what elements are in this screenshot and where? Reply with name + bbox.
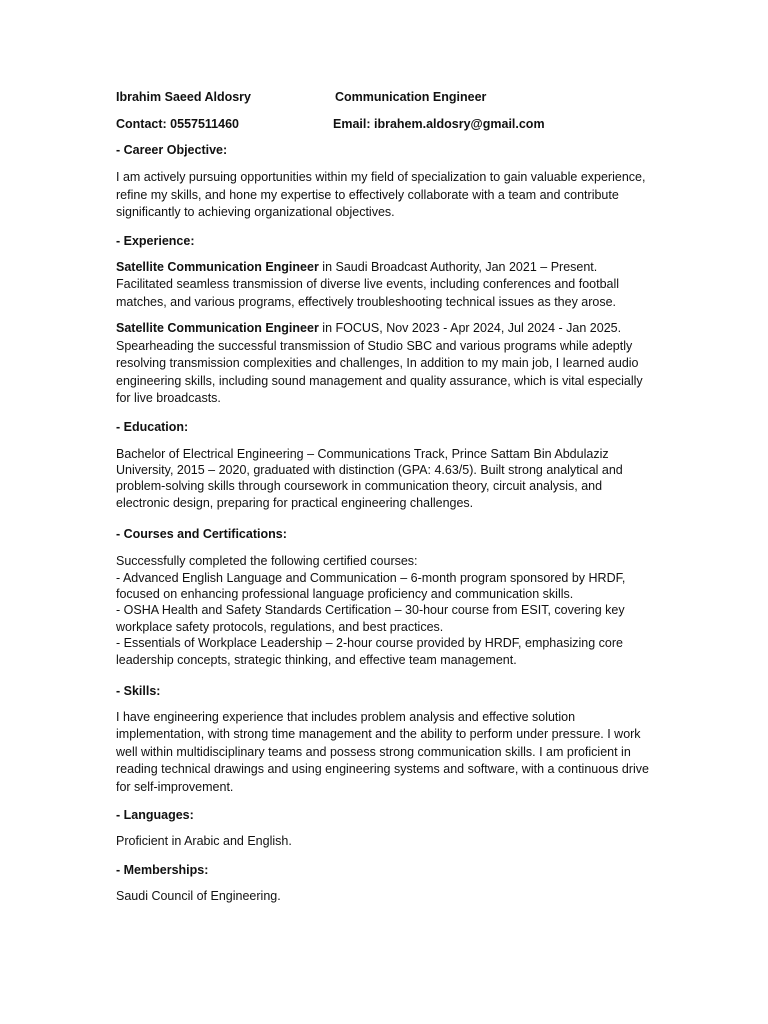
contact-email: Email: ibrahem.aldosry@gmail.com [333, 117, 545, 131]
job-title: Communication Engineer [335, 90, 487, 104]
experience-item [116, 320, 656, 408]
header-row-contact [116, 115, 656, 133]
memberships-text: Saudi Council of Engineering. [116, 888, 281, 903]
experience-item [116, 259, 656, 312]
languages-text: Proficient in Arabic and English. [116, 834, 292, 849]
courses-intro: Successfully completed the following certified courses: [116, 554, 418, 569]
career-objective-heading: - Career Objective: [116, 143, 228, 157]
course-item: - Advanced English Language and Communication – 6-month program sponsored by HRDF, focused on enhancing professional language proficiency and communication skills. [116, 570, 626, 601]
experience-role: Satellite Communication Engineer [116, 321, 319, 335]
experience-details: in FOCUS, Nov 2023 - Apr 2024, Jul 2024 - Jan 2025. Spearheading the successful transmission of Studio SBC and various programs while adeptly resolving transmission complexities and challenges, In addition to my main job, I learned audio engineering skills, including sound management and quality assurance, which is vital especially for live broadcasts. [116, 321, 643, 405]
course-item: - OSHA Health and Safety Standards Certification – 30-hour course from ESIT, covering key workplace safety protocols, regulations, and best practices. [116, 603, 625, 634]
resume-page [116, 88, 656, 905]
courses-heading: - Courses and Certifications: [116, 527, 287, 542]
experience-heading: - Experience: [116, 233, 195, 248]
course-item: - Essentials of Workplace Leadership – 2-hour course provided by HRDF, emphasizing core leadership concepts, strategic thinking, and effective team management. [116, 636, 623, 667]
experience-role: Satellite Communication Engineer [116, 259, 319, 274]
skills-text: I have engineering experience that includes problem analysis and effective solution implementation, with strong time management and the ability to perform under pressure. I work well within multidisciplinary teams and possess strong communication skills. I am proficient in reading technical drawings and using engineering systems and software, with a continuous drive for self-improvement. [116, 709, 649, 794]
courses-list [116, 553, 656, 668]
header-row-name [116, 88, 656, 106]
career-objective-text: I am actively pursuing opportunities within my field of specialization to gain valuable experience, refine my skills, and hone my expertise to effectively collaborate with a team and contribute significantly to achieving organizational objectives. [116, 170, 646, 219]
experience-details: in Saudi Broadcast Authority, Jan 2021 – Present. Facilitated seamless transmission of diverse live events, including conferences and football matches, and various programs, effectively troubleshooting technical issues as they arose. [116, 259, 620, 309]
languages-heading: - Languages: [116, 808, 194, 823]
skills-heading: - Skills: [116, 683, 161, 698]
contact-phone: Contact: 0557511460 [116, 117, 239, 131]
education-heading: - Education: [116, 419, 189, 434]
memberships-heading: - Memberships: [116, 862, 209, 877]
education-text: Bachelor of Electrical Engineering – Communications Track, Prince Sattam Bin Abdulaziz University, 2015 – 2020, graduated with distinction (GPA: 4.63/5). Built strong analytical and problem-solving skills through coursework in communication theory, circuit analysis, and electronic design, preparing for practical engineering challenges. [116, 446, 623, 510]
full-name: Ibrahim Saeed Aldosry [116, 90, 251, 104]
